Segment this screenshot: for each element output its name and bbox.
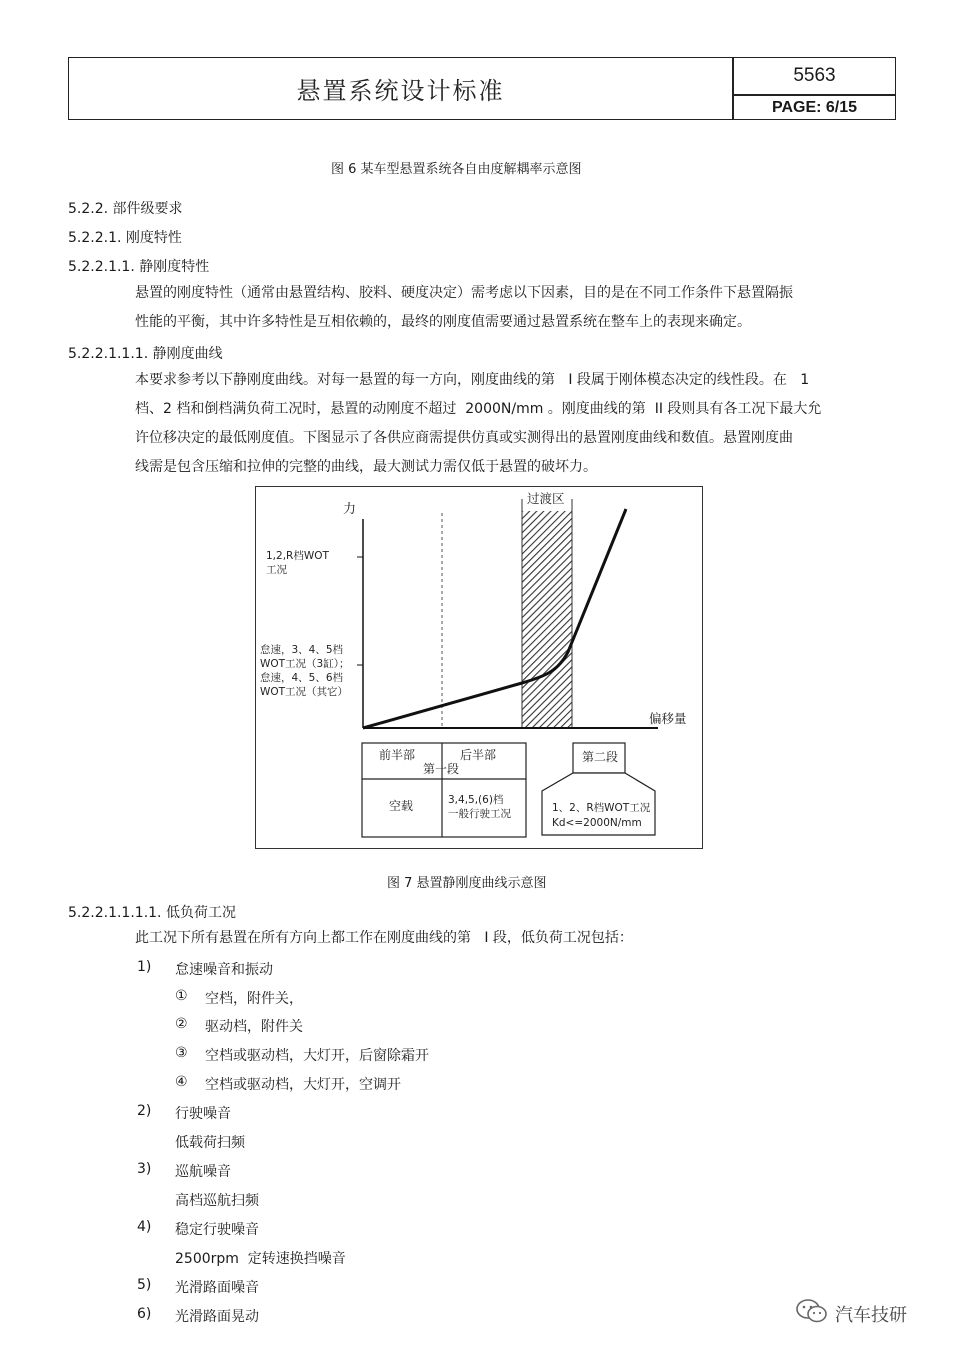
paragraph-line: 档、2 档和倒档满负荷工况时，悬置的动刚度不超过 2000N/mm 。刚度曲线的第 II 段则具有各工况下最大允 [135, 401, 822, 417]
list-number: 2) [137, 1103, 152, 1119]
paragraph-line: 许位移决定的最低刚度值。下图显示了各供应商需提供仿真或实测得出的悬置刚度曲线和数值。悬置刚度曲 [135, 430, 793, 446]
paragraph-line: 悬置的刚度特性（通常由悬置结构、胶料、硬度决定）需考虑以下因素，目的是在不同工作条件下悬置隔振 [135, 285, 793, 301]
list-item-label: 光滑路面噪音 [175, 1280, 259, 1296]
sub-item-text: 空档或驱动档，大灯开，后窗除霜开 [205, 1048, 429, 1064]
y-label-idle-wot: WOT工况（其它） [260, 686, 349, 698]
list-number: 4) [137, 1219, 152, 1235]
figure-7-caption: 图 7 悬置静刚度曲线示意图 [387, 876, 547, 891]
list-item-label: 稳定行驶噪音 [175, 1222, 259, 1238]
y-label-wot-low-gears: 工况 [266, 564, 287, 576]
list-number: 6) [137, 1306, 152, 1322]
list-item-label: 巡航噪音 [175, 1164, 231, 1180]
list-number: 1) [137, 959, 152, 975]
low-load-intro: 此工况下所有悬置在所有方向上都工作在刚度曲线的第 I 段，低负荷工况包括： [135, 930, 633, 946]
stage1-back-half: 后半部 [460, 748, 497, 762]
sub-item-text: 空档或驱动档，大灯开，空调开 [205, 1077, 401, 1093]
paragraph-line: 性能的平衡，其中许多特性是互相依赖的，最终的刚度值需要通过悬置系统在整车上的表现来确定。 [135, 314, 751, 330]
paragraph-line: 本要求参考以下静刚度曲线。对每一悬置的每一方向，刚度曲线的第 I 段属于刚体模态决定的线性段。在 1 [135, 372, 810, 388]
sub-item-mark: ② [175, 1016, 188, 1032]
list-item-detail: 2500rpm 定转速换挡噪音 [175, 1251, 346, 1267]
paragraph-line: 线需是包含压缩和拉伸的完整的曲线，最大测试力需仅低于悬置的破坏力。 [135, 459, 597, 475]
y-label-wot-low-gears: 1,2,R档WOT [266, 550, 329, 562]
section-heading-5-2-2-1-1-1: 5.2.2.1.1.1. 静刚度曲线 [68, 346, 223, 362]
transition-zone-label: 过渡区 [527, 491, 565, 506]
x-axis-label: 偏移量 [649, 711, 687, 726]
y-label-idle-wot: 怠速，3、4、5档 [260, 644, 344, 656]
y-label-idle-wot: 怠速，4、5、6档 [260, 672, 344, 684]
watermark [795, 1298, 907, 1329]
document-header [68, 57, 896, 120]
section-heading-5-2-2-1-1: 5.2.2.1.1. 静刚度特性 [68, 259, 210, 275]
sub-item-mark: ③ [175, 1045, 188, 1061]
stage1-front-half: 前半部 [379, 748, 416, 762]
section-heading-5-2-2-1: 5.2.2.1. 刚度特性 [68, 230, 182, 246]
stiffness-curve-figure [255, 486, 703, 849]
section-heading-5-2-2: 5.2.2. 部件级要求 [68, 201, 183, 217]
sub-item-text: 驱动档，附件关 [205, 1019, 303, 1035]
sub-item-mark: ④ [175, 1074, 188, 1090]
list-item-label: 光滑路面晃动 [175, 1309, 259, 1325]
transition-zone-hatch [522, 511, 572, 728]
section-heading-low-load: 5.2.2.1.1.1.1. 低负荷工况 [68, 905, 236, 921]
stage2-condition: Kd<=2000N/mm [552, 817, 642, 829]
watermark-text: 汽车技研 [835, 1304, 907, 1326]
document-number: 5563 [793, 65, 836, 86]
figure-6-caption: 图 6 某车型悬置系统各自由度解耦率示意图 [331, 162, 582, 177]
list-item-detail: 高档巡航扫频 [175, 1193, 259, 1209]
stage1-condition-driving: 3,4,5,(6)档 [448, 794, 504, 806]
list-number: 3) [137, 1161, 152, 1177]
stage2-condition: 1、2、R档WOT工况 [552, 802, 651, 814]
y-label-idle-wot: WOT工况（3缸）； [260, 658, 350, 670]
list-item-label: 行驶噪音 [175, 1106, 231, 1122]
stage1-condition-unloaded: 空载 [389, 799, 414, 813]
list-number: 5) [137, 1277, 152, 1293]
list-item-detail: 低载荷扫频 [175, 1135, 245, 1151]
stage2-name: 第二段 [582, 750, 619, 764]
page-number: PAGE: 6/15 [771, 99, 858, 116]
sub-item-mark: ① [175, 988, 188, 1004]
stage1-condition-driving: 一般行驶工况 [448, 808, 511, 820]
list-item-label: 怠速噪音和振动 [175, 962, 273, 978]
y-axis-label: 力 [343, 502, 357, 517]
stage1-name: 第一段 [423, 762, 460, 776]
stiffness-curve-line [363, 509, 626, 728]
wechat-icon [795, 1298, 829, 1329]
sub-item-text: 空档，附件关， [205, 991, 303, 1007]
document-title: 悬置系统设计标准 [296, 76, 505, 105]
